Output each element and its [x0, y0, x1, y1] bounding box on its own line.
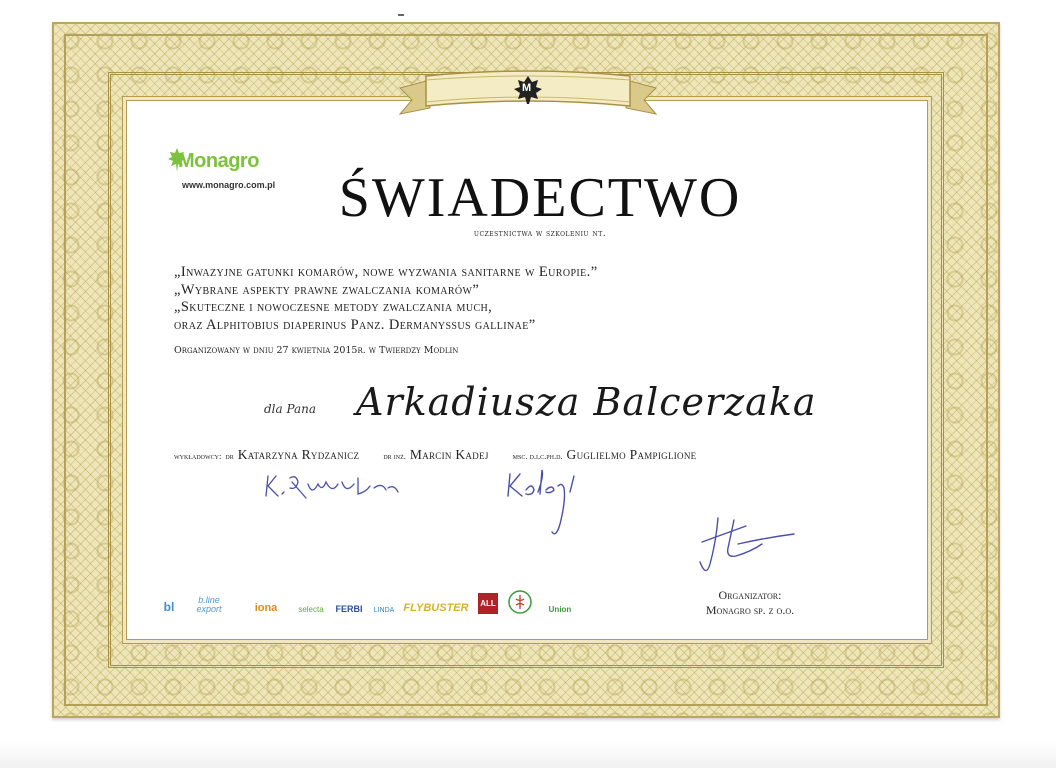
logo-url-text: www.monagro.com.pl [182, 180, 276, 190]
lecturer-3-name: Guglielmo Pampiglione [566, 447, 697, 462]
topic-line: „Skuteczne i nowoczesne metody zwalczania much, [174, 299, 493, 315]
logo-brand-text: Monagro [178, 150, 259, 172]
training-topics [174, 264, 814, 334]
topic-line: oraz Alphitobius diaperinus Panz. Dermanyssus gallinae” [174, 316, 536, 333]
sponsor-logos [158, 576, 588, 616]
certificate-subtitle: uczestnictwa w szkoleniu nt. [473, 229, 607, 239]
certificate-title: ŚWIADECTWO [338, 167, 742, 229]
scan-mark [398, 14, 404, 16]
recipient-name: Arkadiusza Balcerzaka [356, 380, 817, 424]
topic-line: „Wybrane aspekty prawne zwalczania komarów” [174, 281, 480, 298]
recipient-block [264, 380, 824, 440]
lecturer-2-name: Marcin Kadej [409, 447, 489, 462]
signature-organizer [694, 512, 804, 582]
sponsor-logo: iona [254, 602, 278, 614]
lecturers-line [174, 446, 914, 464]
sponsor-logo: bl [163, 600, 175, 614]
organizer-name: Monagro sp. z o.o. [705, 603, 795, 617]
lecturer-3-title: msc. d.i.c.ph.d. [512, 451, 563, 461]
recipient-prefix: dla Pana [264, 402, 317, 416]
ribbon-banner [396, 70, 660, 120]
sponsor-logo: Union [548, 605, 572, 614]
caduceus-badge-icon [508, 590, 532, 614]
sponsor-logo [506, 576, 534, 614]
sponsor-logo: FERBI [335, 604, 363, 614]
top-ribbon [396, 70, 660, 120]
sponsor-logo: ALL [476, 576, 500, 614]
sponsor-logo: FLYBUSTER [403, 602, 469, 614]
sponsor-logo: LINDA [373, 607, 395, 614]
monagro-logo [168, 142, 286, 194]
organizer-block [680, 588, 820, 618]
lecturer-1-title: dr [225, 451, 234, 461]
signature-kadej [504, 466, 584, 544]
scan-bottom-edge [0, 740, 1056, 768]
ribbon-emblem-letter: M [522, 82, 532, 94]
lecturer-2-title: dr inż. [383, 451, 406, 461]
lecturer-1-name: Katarzyna Rydzanicz [237, 447, 360, 462]
topic-line: „Inwazyjne gatunki komarów, nowe wyzwania sanitarne w Europie.” [174, 264, 598, 280]
organizer-label: Organizator: [718, 588, 782, 602]
lecturers-label: wykładowcy: [174, 451, 222, 461]
signature-rydzanicz [262, 470, 402, 502]
event-date-location: Organizowany w dniu 27 kwietnia 2015r. w Twierdzy Modlin [174, 345, 459, 356]
sponsor-logo: selecta [298, 605, 324, 614]
sponsor-logo: b.line export [196, 595, 222, 614]
